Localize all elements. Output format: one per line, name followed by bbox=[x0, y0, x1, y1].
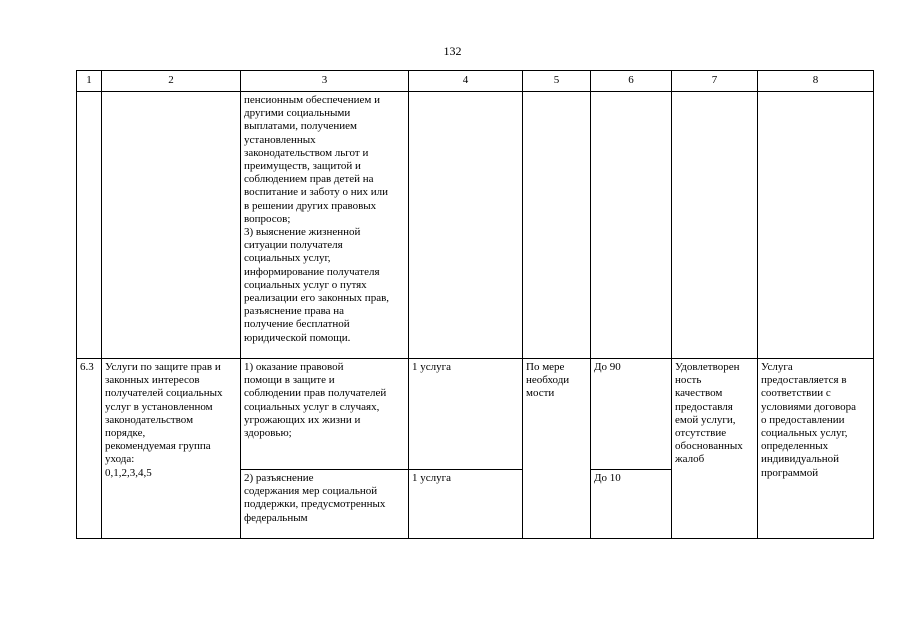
header-col-2: 2 bbox=[102, 71, 241, 92]
empty-cell bbox=[409, 92, 523, 359]
sub-service-b-volume: 1 услуга bbox=[409, 470, 523, 539]
empty-cell bbox=[758, 92, 874, 359]
page-number: 132 bbox=[443, 44, 462, 58]
empty-cell bbox=[591, 92, 672, 359]
empty-cell bbox=[102, 92, 241, 359]
continuation-row bbox=[77, 92, 874, 359]
section-number: 6.3 bbox=[77, 359, 102, 539]
header-col-3: 3 bbox=[241, 71, 409, 92]
header-col-4: 4 bbox=[409, 71, 523, 92]
header-col-1: 1 bbox=[77, 71, 102, 92]
header-col-8: 8 bbox=[758, 71, 874, 92]
sub-service-a-term: До 90 bbox=[591, 359, 672, 470]
header-col-6: 6 bbox=[591, 71, 672, 92]
empty-cell bbox=[77, 92, 102, 359]
header-col-7: 7 bbox=[672, 71, 758, 92]
sub-service-a-text: 1) оказание правовой помощи в защите и соблюдении прав получателей социальных услуг в случаях, угрожающих их жизни и здоровью; bbox=[241, 359, 409, 470]
sub-service-b-text: 2) разъяснение содержания мер социальной поддержки, предусмотренных федеральным bbox=[241, 470, 409, 539]
section-name: Услуги по защите прав и законных интересов получателей социальных услуг в установленном законодательством порядке, рекомендуемая группа ухода: 0,1,2,3,4,5 bbox=[102, 359, 241, 539]
header-row bbox=[77, 71, 874, 92]
empty-cell bbox=[523, 92, 591, 359]
periodicity: По мере необходи мости bbox=[523, 359, 591, 539]
continuation-text: пенсионным обеспечением и другими социальными выплатами, получением установленных законодательством льгот и преимуществ, защитой и соблюдением прав детей на воспитание и заботу о них или в решении других правовых вопросов; 3) выяснение жизненной ситуации получателя социальных услуг, информирование получателя социальных услуг о путях реализации его законных прав, разъяснение права на получение бесплатной юридической помощи. bbox=[241, 92, 409, 359]
sub-service-b-term: До 10 bbox=[591, 470, 672, 539]
section-6-3-row-a bbox=[77, 359, 874, 470]
sub-service-a-volume: 1 услуга bbox=[409, 359, 523, 470]
header-col-5: 5 bbox=[523, 71, 591, 92]
provision-conditions: Услуга предоставляется в соответствии с условиями договора о предоставлении социальных услуг, определенных индивидуальной программой bbox=[758, 359, 874, 539]
empty-cell bbox=[672, 92, 758, 359]
quality-indicators: Удовлетворен ность качеством предоставля емой услуги, отсутствие обоснованных жалоб bbox=[672, 359, 758, 539]
services-table bbox=[76, 70, 874, 539]
